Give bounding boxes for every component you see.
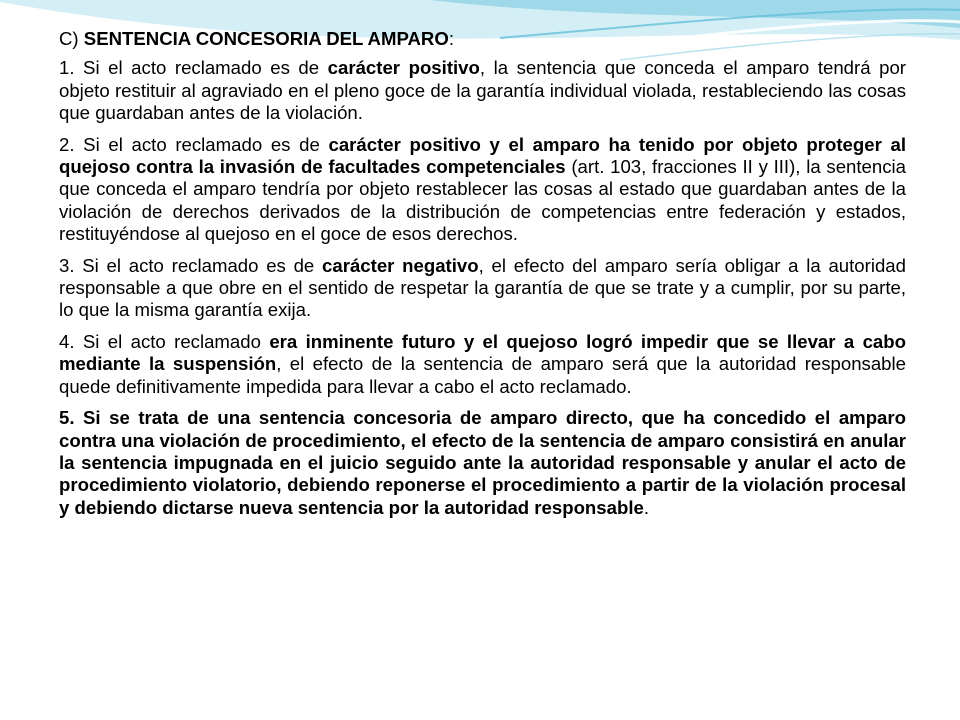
paragraph-1 — [59, 57, 906, 124]
text-run: , la sentencia que conceda el amparo tendrá por objeto restituir al agraviado en el pleno goce de la garantía individual violada, restableciendo las cosas que guardaban antes de la violación. — [59, 57, 906, 124]
text-run: 1. Si el acto reclamado es de — [59, 57, 328, 79]
text-run: 2. Si el acto reclamado es de — [59, 133, 329, 155]
paragraph-3 — [59, 255, 906, 322]
slide-title — [59, 28, 906, 50]
bold-run: 5. Si se trata de una sentencia concesoria de amparo directo, que ha concedido el amparo contra una violación de procedimiento, el efecto de la sentencia de amparo consistirá en anular la sentencia impugnada en el juicio seguido ante la autoridad responsable y anular el acto de procedimiento violatorio, debiendo reponerse el procedimiento a partir de la violación procesal y debiendo dictarse nueva sentencia por la autoridad responsable — [59, 407, 906, 518]
text-run: 3. Si el acto reclamado es de — [59, 254, 323, 276]
text-run: . — [643, 496, 650, 518]
title-suffix: : — [448, 28, 454, 49]
text-run: 4. Si el acto reclamado — [59, 330, 270, 352]
title-prefix: C) — [59, 28, 84, 49]
bold-run: carácter positivo y el amparo ha tenido por objeto proteger al quejoso contra la invasión de facultades competenciales — [59, 133, 906, 178]
bold-run: era inminente futuro y el quejoso logró impedir que se llevar a cabo mediante la suspensión — [59, 330, 906, 375]
text-run: , el efecto del amparo sería obligar a la autoridad responsable a que obre en el sentido de respetar la garantía de que se trate y a cumplir, por su parte, lo que la misma garantía exija. — [59, 254, 906, 321]
bold-run: carácter negativo — [322, 254, 479, 276]
slide-content — [59, 28, 906, 528]
paragraph-4 — [59, 331, 906, 398]
title-bold: SENTENCIA CONCESORIA DEL AMPARO — [83, 28, 449, 49]
paragraph-5 — [59, 407, 906, 519]
paragraph-2 — [59, 134, 906, 246]
text-run: , el efecto de la sentencia de amparo será que la autoridad responsable quede definitivamente impedida para llevar a cabo el acto reclamado. — [59, 353, 906, 397]
paragraph-list — [59, 57, 906, 519]
text-run: (art. 103, fracciones II y III), la sentencia que conceda el amparo tendría por objeto restablecer las cosas al estado que guardaban antes de la violación de derechos derivados de la distribución de competencias entre federación y estados, restituyéndose al quejoso en el goce de esos derechos. — [59, 156, 906, 245]
bold-run: carácter positivo — [327, 57, 480, 79]
